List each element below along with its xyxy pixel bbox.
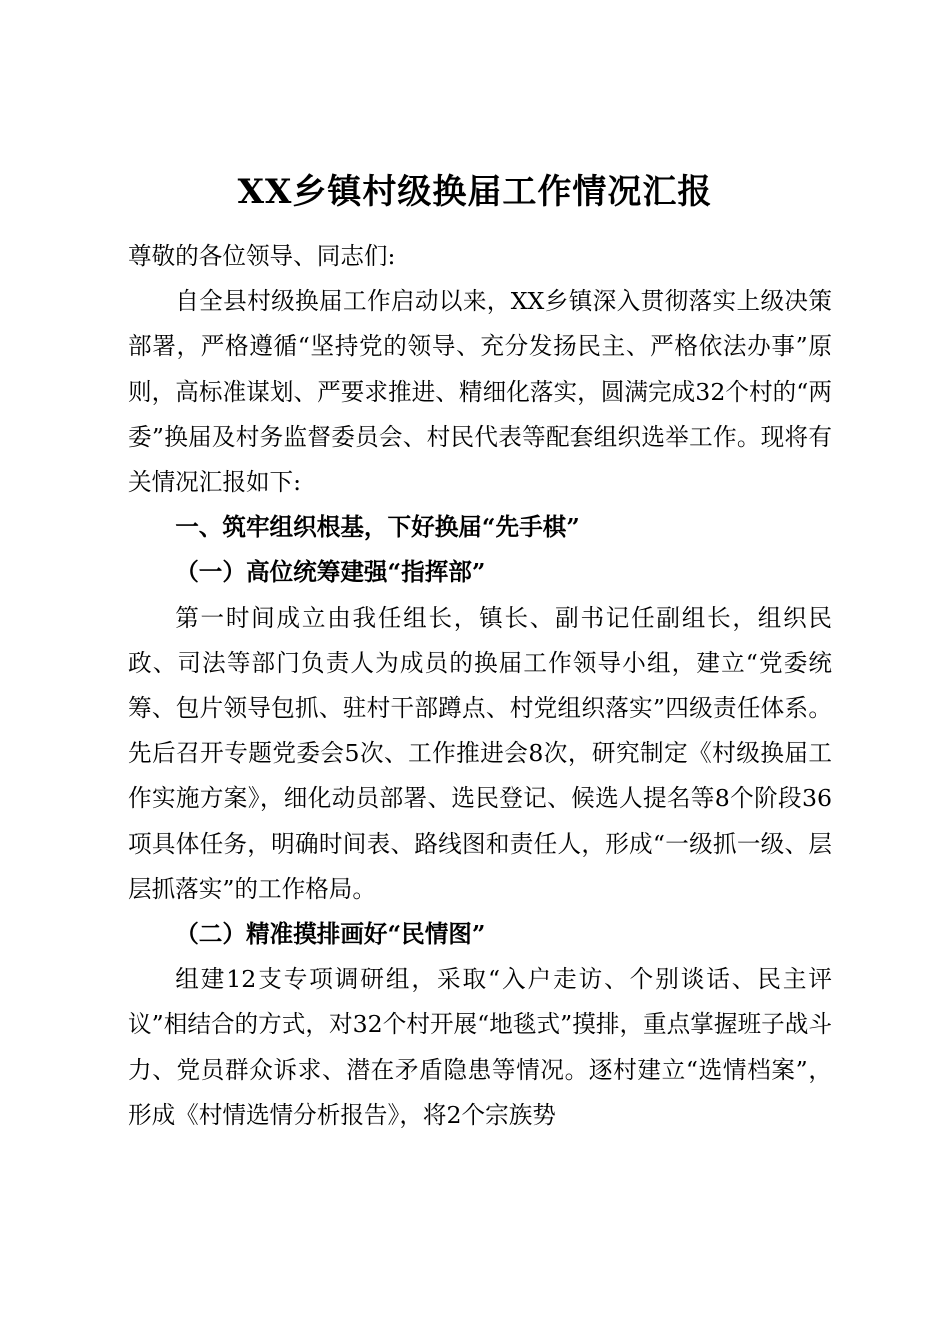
document-title: XX乡镇村级换届工作情况汇报 xyxy=(237,172,713,212)
subsection-heading-2: （二）精准摸排画好“民情图” xyxy=(175,920,486,949)
salutation: 尊敬的各位领导、同志们: xyxy=(128,242,396,270)
subsection-paragraph-1: 第一时间成立由我任组长，镇长、副书记任副组长，组织民政、司法等部门负责人为成员的换届工作领导小组，建立“党委统筹、包片领导包抓、驻村干部蹲点、村党组织落实”四级责任体系。先后召开专题党委会5次、工作推进会8次，研究制定《村级换届工作实施方案》，细化动员部署、选民登记、候选人提名等8个阶段36项具体任务，明确时间表、路线图和责任人，形成“一级抓一级、层层抓落实”的工作格局。 xyxy=(128,603,832,903)
intro-paragraph: 自全县村级换届工作启动以来，XX乡镇深入贯彻落实上级决策部署，严格遵循“坚持党的领导、充分发扬民主、严格依法办事”原则，高标准谋划、严要求推进、精细化落实，圆满完成32个村的“两委”换届及村务监督委员会、村民代表等配套组织选举工作。现将有关情况汇报如下: xyxy=(128,287,832,497)
section-heading-1: 一、筑牢组织根基，下好换届“先手棋” xyxy=(175,513,580,542)
document-body xyxy=(128,234,832,1138)
subsection-heading-1: （一）高位统筹建强“指挥部” xyxy=(175,558,486,587)
subsection-paragraph-2: 组建12支专项调研组，采取“入户走访、个别谈话、民主评议”相结合的方式，对32个村开展“地毯式”摸排，重点掌握班子战斗力、党员群众诉求、潜在矛盾隐患等情况。逐村建立“选情档案”，形成《村情选情分析报告》，将2个宗族势 xyxy=(128,965,832,1129)
